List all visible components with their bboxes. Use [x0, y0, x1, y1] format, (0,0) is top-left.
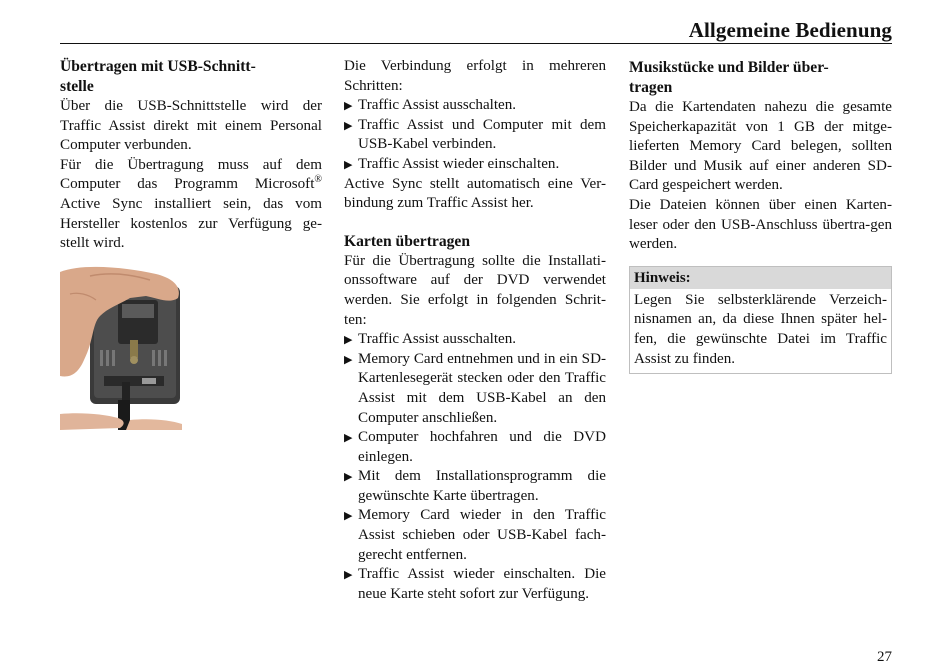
list-item-text: Memory Card wieder in den Traffic Assist schieben oder USB-Kabel fach-gerecht entfernen.: [358, 507, 606, 563]
heading-line: Musikstücke und Bilder über-: [629, 59, 829, 76]
list-item: [344, 565, 606, 604]
list-item-text: Computer hochfahren und die DVD einlegen.: [358, 429, 606, 465]
list-item-text: Traffic Assist und Computer mit dem USB-Kabel verbinden.: [358, 116, 606, 153]
section-heading-music: [629, 58, 892, 98]
page-header-title: Allgemeine Bedienung: [688, 18, 892, 42]
paragraph: [60, 156, 322, 254]
list-item-text: Memory Card entnehmen und in ein SD-Kartenlesegerät stecken oder den Traffic Assist mit dem USB-Kabel an den Computer anschließen.: [358, 350, 606, 426]
list-item: [344, 330, 606, 350]
list-item: [344, 155, 606, 175]
paragraph-text: Active Sync installiert sein, das vom Hersteller kostenlos zur Verfügung ge-stellt wird.: [60, 195, 322, 252]
connection-steps-list: [344, 96, 606, 174]
triangle-right-icon: ▶: [344, 333, 353, 347]
paragraph-text: Für die Übertragung muss auf dem Computer das Programm Microsoft: [60, 156, 322, 193]
list-item-text: Traffic Assist ausschalten.: [358, 331, 517, 348]
list-item-text: Traffic Assist ausschalten.: [358, 97, 517, 114]
triangle-right-icon: ▶: [344, 431, 353, 445]
triangle-right-icon: ▶: [344, 568, 353, 582]
heading-line: tragen: [629, 79, 673, 96]
registered-mark: ®: [314, 174, 322, 186]
usb-connection-photo: [60, 264, 182, 430]
list-item: [344, 506, 606, 565]
list-item-text: Traffic Assist wieder einschalten. Die neue Karte steht sofort zur Verfügung.: [358, 566, 606, 602]
column-music-pictures: [629, 57, 892, 374]
column-usb: [60, 57, 322, 430]
triangle-right-icon: ▶: [344, 352, 353, 366]
list-item: [344, 116, 606, 155]
page-number: 27: [877, 649, 892, 665]
note-box: [629, 266, 892, 374]
section-heading-usb: [60, 57, 322, 97]
triangle-right-icon: ▶: [344, 118, 353, 132]
list-item: [344, 467, 606, 506]
paragraph: Die Dateien können über einen Karten-leser oder den USB-Anschluss übertra-gen werden.: [629, 196, 892, 253]
list-item: [344, 96, 606, 116]
paragraph: Für die Übertragung sollte die Installati-onssoftware auf der DVD verwendet werden. Sie erfolgt in folgenden Schrit-ten:: [344, 252, 606, 328]
paragraph: Active Sync stellt automatisch eine Ver-bindung zum Traffic Assist her.: [344, 175, 606, 212]
heading-line: stelle: [60, 78, 94, 95]
header-rule: [60, 43, 892, 44]
paragraph: Die Verbindung erfolgt in mehreren Schritten:: [344, 58, 606, 94]
paragraph: Über die USB-Schnittstelle wird der Traffic Assist direkt mit einem Personal Computer verbunden.: [60, 98, 322, 154]
triangle-right-icon: ▶: [344, 157, 353, 171]
paragraph: Da die Kartendaten nahezu die gesamte Speicherkapazität von 1 GB der mitge-lieferten Memory Card belegen, sollten Bilder und Musik auf einer anderen SD-Card gespeichert werden.: [629, 99, 892, 194]
column-connection: [344, 57, 606, 604]
note-text: Legen Sie selbsterklärende Verzeich-nisnamen an, da diese Ihnen später hel-fen, die gewünschte Datei im Traffic Assist zu finden.: [634, 291, 887, 367]
triangle-right-icon: ▶: [344, 99, 353, 113]
list-item-text: Traffic Assist wieder einschalten.: [358, 155, 560, 172]
triangle-right-icon: ▶: [344, 509, 353, 523]
note-title: Hinweis:: [630, 267, 891, 289]
heading-line: Übertragen mit USB-Schnitt-: [60, 58, 256, 75]
list-item-text: Mit dem Installationsprogramm die gewünschte Karte übertragen.: [358, 468, 606, 504]
list-item: [344, 428, 606, 467]
map-transfer-steps-list: [344, 330, 606, 604]
triangle-right-icon: ▶: [344, 470, 353, 484]
section-heading-maps: Karten übertragen: [344, 232, 471, 250]
list-item: [344, 350, 606, 428]
